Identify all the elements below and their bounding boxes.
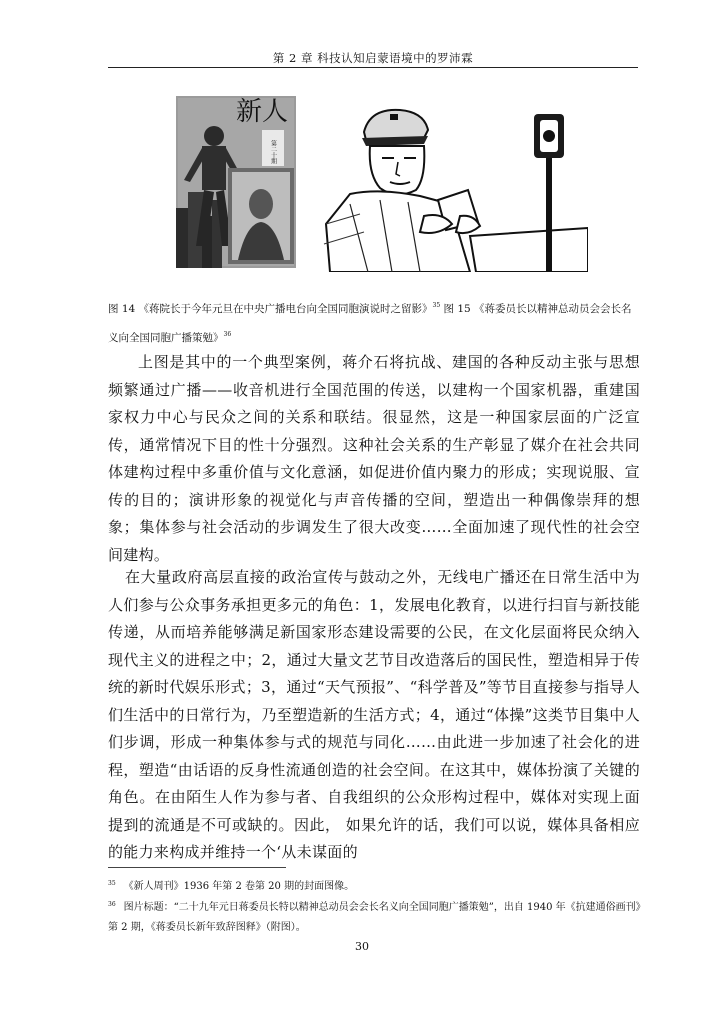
caption-fig15: 图 15 《蒋委员长以精神总动员会会长名: [440, 303, 632, 315]
caption-fig14: 图 14 《蒋院长于今年元旦在中央广播电台向全国同胞演说时之留影》: [108, 303, 433, 315]
caption-fig15-cont: 义向全国同胞广播策勉》: [108, 332, 224, 344]
footnote-text: 《新人周刊》1936 年第 2 卷第 20 期的封面图像。: [123, 881, 355, 892]
footnote-number: 35: [108, 880, 116, 887]
footnote-36: [108, 895, 648, 938]
caption-ref-36[interactable]: 36: [223, 331, 232, 338]
figure-15-illustration: [320, 104, 588, 272]
cover-issue: 第二十期: [269, 140, 277, 164]
cover-title: 新人: [236, 97, 289, 127]
footnote-rule: [108, 867, 286, 868]
header-rule: [108, 67, 638, 68]
figure-caption: [108, 293, 648, 351]
footnote-35: [108, 874, 648, 897]
body-paragraph-1: 上图是其中的一个典型案例，蒋介石将抗战、建国的各种反动主张与思想频繁通过广播——收音机进行全国范围的传送，以建构一个国家机器，重建国家权力中心与民众之间的关系和联结。很显然，这是一种国家层面的广泛宣传，通常情况下目的性十分强烈。这种社会关系的生产彰显了媒介在社会共同体建构过程中多重价值与文化意涵，如促进价值内聚力的形成；实现说服、宣传的目的；演讲形象的视觉化与声音传播的空间，塑造出一种偶像崇拜的想象；集体参与社会活动的步调发生了很大改变……全面加速了现代性的社会空间建构。: [108, 353, 640, 564]
running-header: 第 2 章 科技认知启蒙语境中的罗沛霖: [272, 51, 474, 65]
footnote-number: 36: [108, 901, 116, 908]
figure-14-magazine-cover: [176, 96, 296, 268]
footnote-text: 图片标题：“二十九年元日蒋委员长特以精神总动员会会长名义向全国同胞广播策勉”，出自 1940 年《抗建通俗画刊》第 2 期，《蒋委员长新年致辞图释》（附图）。: [108, 902, 646, 933]
page-number: 30: [355, 940, 369, 953]
body-paragraph-2: 在大量政府高层直接的政治宣传与鼓动之外，无线电广播还在日常生活中为人们参与公众事务承担更多元的角色：1，发展电化教育，以进行扫盲与新技能传递，从而培养能够满足新国家形态建设需要的公民，在文化层面将民众纳入现代主义的进程之中；2，通过大量文艺节目改造落后的国民性，塑造相异于传统的新时代娱乐形式；3，通过“天气预报”、“科学普及”等节目直接参与指导人们生活中的日常行为，乃至塑造新的生活方式；4，通过“体操”这类节目集中人们步调，形成一种集体参与式的规范与同化……由此进一步加速了社会化的进程，塑造“由话语的反身性流通创造的社会空间。在这其中，媒体扮演了关键的角色。在由陌生人作为参与者、自我组织的公众形构过程中，媒体对实现上面提到的流通是不可或缺的。因此， 如果允许的话，我们可以说，媒体具备相应的能力来构成并维持一个‘从未谋面的: [108, 568, 640, 861]
caption-ref-35[interactable]: 35: [432, 302, 441, 309]
